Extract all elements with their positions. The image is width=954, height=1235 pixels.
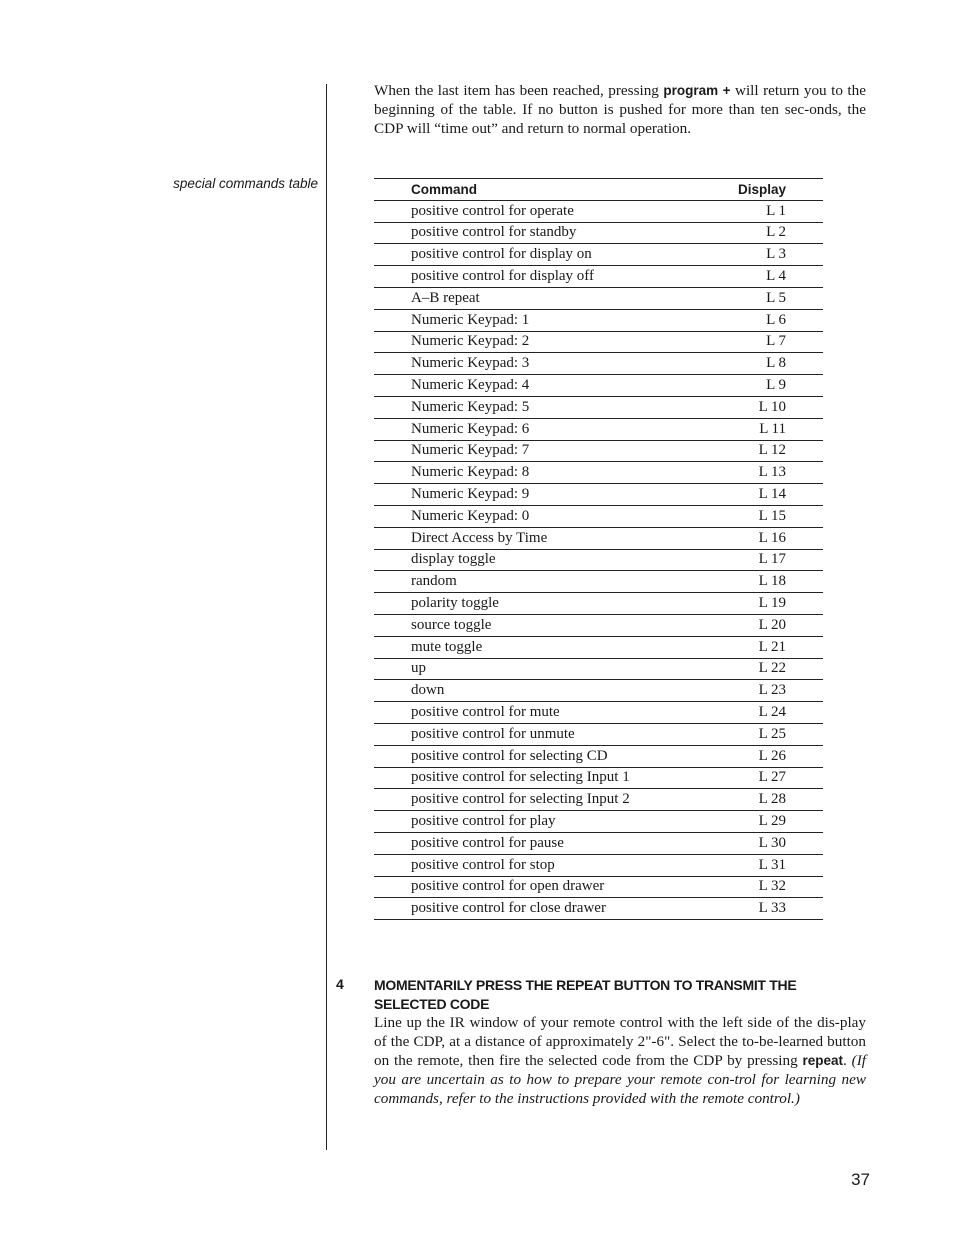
step-note: (If you are uncertain as to how to prepare your remote con-trol for learning new commands, refer to the instructions provided with the remote control.) <box>374 1052 867 1107</box>
display-cell: L 33 <box>711 898 823 920</box>
table-row <box>374 484 823 506</box>
command-cell: down <box>374 680 711 702</box>
margin-rule <box>326 84 327 1150</box>
display-cell: L 9 <box>711 375 823 397</box>
table-row <box>374 549 823 571</box>
table-row <box>374 287 823 309</box>
display-cell: L 13 <box>711 462 823 484</box>
display-cell: L 18 <box>711 571 823 593</box>
command-cell: positive control for close drawer <box>374 898 711 920</box>
table-row <box>374 462 823 484</box>
table-row <box>374 854 823 876</box>
display-cell: L 32 <box>711 876 823 898</box>
table-row <box>374 614 823 636</box>
display-cell: L 30 <box>711 832 823 854</box>
table-row <box>374 680 823 702</box>
display-cell: L 12 <box>711 440 823 462</box>
table-row <box>374 222 823 244</box>
command-cell: positive control for standby <box>374 222 711 244</box>
display-cell: L 8 <box>711 353 823 375</box>
display-cell: L 15 <box>711 505 823 527</box>
table-row <box>374 396 823 418</box>
command-cell: Numeric Keypad: 5 <box>374 396 711 418</box>
display-cell: L 26 <box>711 745 823 767</box>
table-row <box>374 593 823 615</box>
table-row <box>374 375 823 397</box>
command-cell: positive control for display on <box>374 244 711 266</box>
table-row <box>374 440 823 462</box>
command-cell: Numeric Keypad: 6 <box>374 418 711 440</box>
table-row <box>374 832 823 854</box>
display-cell: L 11 <box>711 418 823 440</box>
table-row <box>374 571 823 593</box>
program-plus-button-name: program + <box>663 83 731 98</box>
command-cell: Numeric Keypad: 1 <box>374 309 711 331</box>
table-row <box>374 702 823 724</box>
table-row <box>374 505 823 527</box>
command-cell: positive control for open drawer <box>374 876 711 898</box>
intro-paragraph <box>374 81 866 138</box>
command-cell: positive control for display off <box>374 266 711 288</box>
display-cell: L 28 <box>711 789 823 811</box>
intro-text-before: When the last item has been reached, pressing <box>374 82 664 99</box>
step-body-period: . <box>843 1052 852 1069</box>
display-cell: L 6 <box>711 309 823 331</box>
display-cell: L 16 <box>711 527 823 549</box>
command-cell: positive control for pause <box>374 832 711 854</box>
command-cell: positive control for selecting CD <box>374 745 711 767</box>
table-row <box>374 266 823 288</box>
command-cell: Numeric Keypad: 0 <box>374 505 711 527</box>
display-cell: L 10 <box>711 396 823 418</box>
table-row <box>374 876 823 898</box>
table-row <box>374 244 823 266</box>
table-row <box>374 723 823 745</box>
table-row <box>374 527 823 549</box>
table-row <box>374 745 823 767</box>
command-cell: positive control for selecting Input 2 <box>374 789 711 811</box>
table-header-row <box>374 179 823 201</box>
page-number: 37 <box>851 1170 870 1189</box>
display-cell: L 20 <box>711 614 823 636</box>
display-cell: L 17 <box>711 549 823 571</box>
command-cell: Numeric Keypad: 2 <box>374 331 711 353</box>
repeat-button-name: repeat <box>802 1053 844 1068</box>
step-heading: MOMENTARILY PRESS THE REPEAT BUTTON TO TRANSMIT THE SELECTED CODE <box>374 977 797 1012</box>
step-body-text: Line up the IR window of your remote control with the left side of the dis-play of the CDP, at a distance of approximately 2"-6". Select the to-be-learned button on the remote, then fire the selected code from the CDP by pressing <box>374 1014 866 1069</box>
command-cell: positive control for stop <box>374 854 711 876</box>
command-cell: Numeric Keypad: 8 <box>374 462 711 484</box>
display-cell: L 21 <box>711 636 823 658</box>
command-cell: Direct Access by Time <box>374 527 711 549</box>
command-cell: mute toggle <box>374 636 711 658</box>
display-cell: L 1 <box>711 200 823 222</box>
display-cell: L 14 <box>711 484 823 506</box>
command-cell: Numeric Keypad: 9 <box>374 484 711 506</box>
command-cell: polarity toggle <box>374 593 711 615</box>
display-column-header: Display <box>711 179 823 201</box>
command-cell: positive control for play <box>374 811 711 833</box>
command-cell: up <box>374 658 711 680</box>
step-number: 4 <box>336 976 344 992</box>
step-body <box>374 1013 866 1108</box>
command-cell: A–B repeat <box>374 287 711 309</box>
display-cell: L 27 <box>711 767 823 789</box>
command-cell: display toggle <box>374 549 711 571</box>
display-cell: L 29 <box>711 811 823 833</box>
table-row <box>374 331 823 353</box>
command-cell: Numeric Keypad: 4 <box>374 375 711 397</box>
table-row <box>374 811 823 833</box>
table-row <box>374 658 823 680</box>
display-cell: L 23 <box>711 680 823 702</box>
command-cell: Numeric Keypad: 7 <box>374 440 711 462</box>
display-cell: L 25 <box>711 723 823 745</box>
command-cell: random <box>374 571 711 593</box>
display-cell: L 3 <box>711 244 823 266</box>
display-cell: L 31 <box>711 854 823 876</box>
display-cell: L 19 <box>711 593 823 615</box>
display-cell: L 24 <box>711 702 823 724</box>
table-row <box>374 309 823 331</box>
command-cell: source toggle <box>374 614 711 636</box>
special-commands-table <box>374 178 823 920</box>
table-row <box>374 789 823 811</box>
command-cell: positive control for unmute <box>374 723 711 745</box>
table-row <box>374 418 823 440</box>
display-cell: L 7 <box>711 331 823 353</box>
command-column-header: Command <box>374 179 711 201</box>
command-cell: positive control for mute <box>374 702 711 724</box>
table-row <box>374 200 823 222</box>
command-cell: Numeric Keypad: 3 <box>374 353 711 375</box>
command-cell: positive control for operate <box>374 200 711 222</box>
command-cell: positive control for selecting Input 1 <box>374 767 711 789</box>
side-label: special commands table <box>173 176 318 191</box>
display-cell: L 22 <box>711 658 823 680</box>
table-row <box>374 353 823 375</box>
table-body <box>374 200 823 919</box>
table-row <box>374 898 823 920</box>
table-row <box>374 767 823 789</box>
table-row <box>374 636 823 658</box>
intro-text-after: will return you to the beginning of the table. If no button is pushed for more than ten sec-onds, the CDP will “time out” and return to normal operation. <box>374 82 866 137</box>
display-cell: L 4 <box>711 266 823 288</box>
display-cell: L 5 <box>711 287 823 309</box>
display-cell: L 2 <box>711 222 823 244</box>
